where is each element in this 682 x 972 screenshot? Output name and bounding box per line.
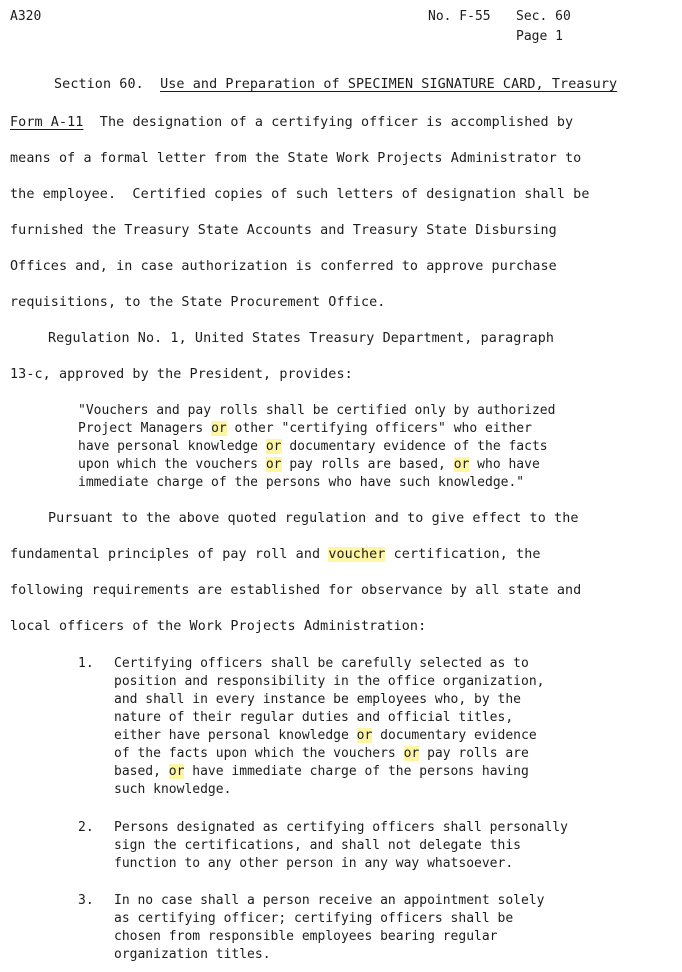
paragraph1-line6: requisitions, to the State Procurement Office. xyxy=(10,295,386,310)
paragraph1-text: The designation of a certifying officer is accomplished by xyxy=(99,115,574,130)
paragraph3-line2: fundamental principles of pay roll and voucher certification, the xyxy=(10,547,541,562)
list-item-line: chosen from responsible employees bearing regular xyxy=(114,929,498,944)
list-item-line: such knowledge. xyxy=(114,782,232,797)
paragraph1-line2: means of a formal letter from the State Work Projects Administrator to xyxy=(10,151,582,166)
list-number: 2. xyxy=(78,820,94,835)
paragraph1-line3: the employee. Certified copies of such letters of designation shall be xyxy=(10,187,590,202)
paragraph1-line5: Offices and, in case authorization is conferred to approve purchase xyxy=(10,259,557,274)
list-item-line: In no case shall a person receive an appointment solely xyxy=(114,893,545,908)
highlighted-word: voucher xyxy=(328,547,386,562)
paragraph3-line3: following requirements are established for observance by all state and xyxy=(10,583,582,598)
quote-line2: Project Managers or other "certifying officers" who either xyxy=(78,421,532,436)
list-item-line: organization titles. xyxy=(114,947,271,962)
list-item-line: Certifying officers shall be carefully selected as to xyxy=(114,656,529,671)
quote-line3: have personal knowledge or documentary evidence of the facts xyxy=(78,439,548,454)
highlighted-word: or xyxy=(211,421,227,436)
section-prefix: Section 60. xyxy=(54,77,144,92)
list-item-line: Persons designated as certifying officers shall personally xyxy=(114,820,568,835)
section-title-line xyxy=(54,77,617,92)
paragraph2-line1: Regulation No. 1, United States Treasury Department, paragraph xyxy=(48,331,555,346)
list-item-line: based, or have immediate charge of the persons having xyxy=(114,764,529,779)
paragraph2-line2: 13-c, approved by the President, provides: xyxy=(10,367,353,382)
list-number: 3. xyxy=(78,893,94,908)
page-number: Page 1 xyxy=(516,29,563,44)
list-item-line: and shall in every instance be employees who, by the xyxy=(114,692,521,707)
paragraph1-line1 xyxy=(10,115,573,130)
list-item-line: function to any other person in any way whatsoever. xyxy=(114,856,514,871)
list-item-line: sign the certifications, and shall not delegate this xyxy=(114,838,521,853)
list-item-line: position and responsibility in the office organization, xyxy=(114,674,545,689)
form-code: A320 xyxy=(10,9,42,24)
paragraph3-line1: Pursuant to the above quoted regulation and to give effect to the xyxy=(48,511,579,526)
section-number: Sec. 60 xyxy=(516,9,571,24)
quote-line1: "Vouchers and pay rolls shall be certified only by authorized xyxy=(78,403,556,418)
list-item-line: nature of their regular duties and official titles, xyxy=(114,710,514,725)
section-title: Use and Preparation of SPECIMEN SIGNATURE CARD, Treasury xyxy=(160,77,618,92)
highlighted-word: or xyxy=(453,457,470,472)
highlighted-word: or xyxy=(356,728,373,743)
document-number: No. F-55 xyxy=(428,9,491,24)
highlighted-word: or xyxy=(403,746,420,761)
paragraph1-line4: furnished the Treasury State Accounts and Treasury State Disbursing xyxy=(10,223,557,238)
list-item-line: either have personal knowledge or documentary evidence xyxy=(114,728,537,743)
highlighted-word: or xyxy=(265,439,282,454)
quote-line5: immediate charge of the persons who have such knowledge." xyxy=(78,475,525,490)
highlighted-word: or xyxy=(168,764,185,779)
list-item-line: as certifying officer; certifying officers shall be xyxy=(114,911,514,926)
highlighted-word: or xyxy=(265,457,282,472)
list-number: 1. xyxy=(78,656,94,671)
paragraph3-line4: local officers of the Work Projects Administration: xyxy=(10,619,427,634)
quote-line4: upon which the vouchers or pay rolls are based, or who have xyxy=(78,457,540,472)
section-title-continued: Form A-11 xyxy=(10,115,84,130)
list-item-line: of the facts upon which the vouchers or pay rolls are xyxy=(114,746,529,761)
